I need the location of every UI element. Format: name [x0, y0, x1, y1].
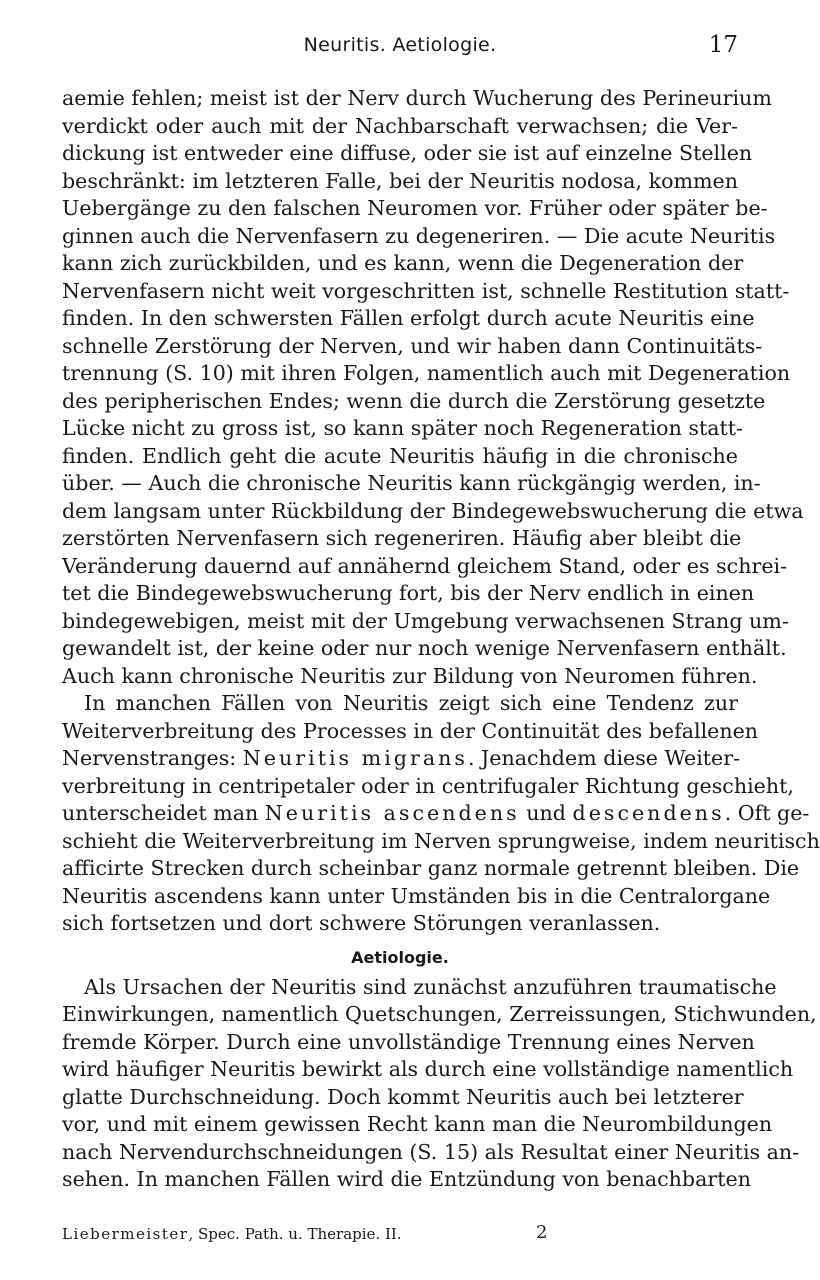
text-line: tet die Bindegewebswucherung fort, bis der Nerv endlich in einen: [62, 581, 755, 605]
body-text: [62, 85, 820, 1194]
text-line: wird häufiger Neuritis bewirkt als durch eine vollständige namentlich: [62, 1057, 794, 1081]
text-line: verdickt oder auch mit der Nachbarschaft verwachsen; die Ver-: [62, 113, 738, 138]
text-line: verbreitung in centripetaler oder in centrifugaler Richtung geschieht,: [62, 773, 794, 798]
text-line: dickung ist entweder eine diffuse, oder sie ist auf einzelne Stellen: [62, 141, 753, 165]
footer-citation: [62, 1225, 402, 1243]
text-run: unterscheidet man: [62, 801, 265, 825]
text-line: über. — Auch die chronische Neuritis kann rückgängig werden, in-: [62, 471, 761, 495]
page-footer: [62, 1222, 738, 1247]
text-line: bindegewebigen, meist mit der Umgebung verwachsenen Strang um-: [62, 608, 789, 633]
text-line: schnelle Zerstörung der Nerven, und wir haben dann Continuitäts-: [62, 333, 763, 358]
text-line: sich fortsetzen und dort schwere Störungen veranlassen.: [62, 911, 661, 935]
text-line: glatte Durchschneidung. Doch kommt Neuritis auch bei letzterer: [62, 1084, 744, 1109]
text-line: kann zich zurückbilden, und es kann, wenn die Degeneration der: [62, 251, 744, 275]
text-line: dem langsam unter Rückbildung der Bindegewebswucherung die etwa: [62, 498, 804, 523]
running-head: [62, 34, 738, 60]
text-run: . Oft ge-: [724, 801, 810, 825]
text-line: beschränkt: im letzteren Falle, bei der Neuritis nodosa, kommen: [62, 168, 738, 193]
text-run: . Jenachdem diese Weiter-: [467, 746, 741, 770]
text-line: nach Nervendurchschneidungen (S. 15) als Resultat einer Neuritis an-: [62, 1139, 800, 1164]
text-line: Einwirkungen, namentlich Quetschungen, Zerreissungen, Stichwunden,: [62, 1002, 817, 1026]
text-line: sehen. In manchen Fällen wird die Entzündung von benachbarten: [62, 1167, 751, 1191]
text-line: finden. Endlich geht die acute Neuritis häufig in die chronische: [62, 443, 738, 468]
text-line: Lücke nicht zu gross ist, so kann später noch Regeneration statt-: [62, 416, 744, 440]
text-line: afficirte Strecken durch scheinbar ganz normale getrennt bleiben. Die: [62, 856, 800, 880]
footer-author: Liebermeister: [62, 1225, 189, 1243]
text-line: vor, und mit einem gewissen Recht kann man die Neurombildungen: [62, 1112, 773, 1136]
text-line: In manchen Fällen von Neuritis zeigt sich eine Tendenz zur: [84, 691, 738, 715]
text-line: fremde Körper. Durch eine unvollständige Trennung eines Nerven: [62, 1029, 755, 1054]
text-run: Nervenstranges:: [62, 746, 243, 770]
text-line: Als Ursachen der Neuritis sind zunächst anzuführen traumatische: [84, 974, 777, 999]
text-line: schieht die Weiterverbreitung im Nerven sprungweise, indem neuritisch: [62, 828, 820, 853]
signature-mark: 2: [536, 1222, 548, 1243]
paragraph-pathology: [62, 85, 804, 690]
text-line: trennung (S. 10) mit ihren Folgen, namentlich auch mit Degeneration: [62, 361, 791, 385]
text-line: ginnen auch die Nervenfasern zu degeneriren. — Die acute Neuritis: [62, 223, 776, 248]
text-line: [62, 800, 810, 828]
text-line: Veränderung dauernd auf annähernd gleichem Stand, oder es schrei-: [62, 553, 788, 578]
text-line: Neuritis ascendens kann unter Umständen bis in die Centralorgane: [62, 883, 771, 908]
text-line: Nervenfasern nicht weit vorgeschritten ist, schnelle Restitution statt-: [62, 278, 790, 303]
text-run: und: [519, 801, 573, 825]
spaced-term: Neuritis migrans: [242, 746, 468, 770]
section-heading: Aetiologie.: [351, 947, 449, 967]
text-line: [62, 745, 741, 773]
footer-work: , Spec. Path. u. Therapie. II.: [188, 1225, 402, 1243]
text-line: gewandelt ist, der keine oder nur noch wenige Nervenfasern enthält.: [62, 636, 787, 660]
text-line: aemie fehlen; meist ist der Nerv durch Wucherung des Perineurium: [62, 86, 772, 110]
spaced-term: descendens: [572, 801, 725, 825]
running-title: Neuritis. Aetiologie.: [303, 34, 497, 56]
text-line: Uebergänge zu den falschen Neuromen vor. Früher oder später be-: [62, 196, 768, 220]
spaced-term: Neuritis ascendens: [264, 801, 520, 825]
text-line: des peripherischen Endes; wenn die durch die Zerstörung gesetzte: [62, 388, 766, 413]
text-line: zerstörten Nervenfasern sich regeneriren. Häufig aber bleibt die: [62, 526, 742, 550]
paragraph-migrans: [62, 690, 820, 938]
text-line: Auch kann chronische Neuritis zur Bildung von Neuromen führen.: [62, 663, 758, 688]
text-line: finden. In den schwersten Fällen erfolgt durch acute Neuritis eine: [62, 306, 755, 330]
page-number: 17: [708, 32, 738, 58]
text-line: Weiterverbreitung des Processes in der Continuität des befallenen: [62, 718, 759, 743]
paragraph-aetiology: [62, 974, 817, 1194]
